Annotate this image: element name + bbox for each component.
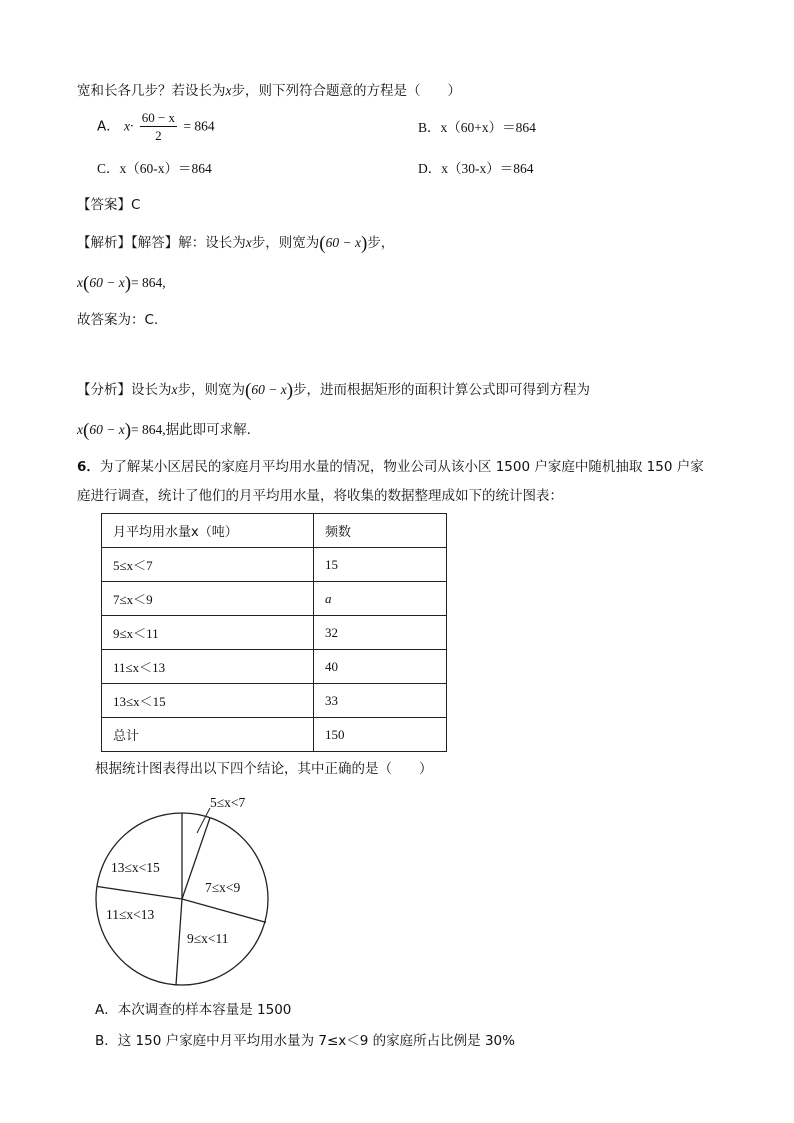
pie-divider [97,886,183,899]
q5-stem [77,84,461,99]
q6-prompt: 根据统计图表得出以下四个结论，其中正确的是（ ） [95,761,433,777]
q5-option-b-label: B． [418,120,441,135]
table-cell: 11≤x＜13 [102,650,314,684]
table-cell: 9≤x＜11 [102,616,314,650]
q5-analysis: 【解析】【解答】解：设长为x步，则宽为(60 − x)步， [77,233,395,254]
pie-divider [182,899,266,922]
table-cell: 40 [314,650,447,684]
table-cell: 15 [314,548,447,582]
q5-option-a-fraction [140,111,177,142]
pie-label: 7≤x<9 [205,880,241,895]
q6-line2: 庭进行调查，统计了他们的月平均用水量，将收集的数据整理成如下的统计图表： [77,488,563,504]
table-header-cell: 月平均用水量x（吨） [102,514,314,548]
analysis-tag: 【解析】【解答】 [77,235,179,251]
q5-option-c-text: x（60-x）＝864 [119,161,212,176]
table-cell: 33 [314,684,447,718]
pie-chart [90,795,290,995]
q5-answer [77,199,140,213]
q5-option-c [97,162,212,176]
pie-label: 9≤x<11 [187,931,229,946]
analysis-expr: 60 − x [325,235,361,250]
q5-stem-text: 宽和长各几步？若设长为 [77,83,226,99]
fenxi-eq-end: 据此即可求解. [165,422,251,438]
fenxi-tag: 【分析】 [77,382,131,398]
fenxi-mid: 步，则宽为 [177,382,245,398]
table-cell: a [314,582,447,616]
table-row [102,548,447,582]
analysis-end: 步， [367,235,395,251]
table-cell: 总计 [102,718,314,752]
pie-divider [176,899,182,985]
q5-option-d-label: D． [418,161,442,176]
table-header-row [102,514,447,548]
q5-option-b-text: x（60+x）＝864 [440,120,536,135]
q5-option-a-label: A． [97,118,120,135]
table-header-cell: 频数 [314,514,447,548]
q5-option-a-pre: x· [124,118,134,134]
pie-label: 5≤x<7 [210,795,246,810]
pie-label: 13≤x<15 [111,860,160,875]
pie-label: 11≤x<13 [106,907,155,922]
pie-leader-line [197,808,210,833]
fenxi-expr: 60 − x [251,382,287,397]
fenxi-var: x [171,382,178,397]
table-cell: 5≤x＜7 [102,548,314,582]
q5-option-d-text: x（30-x）＝864 [441,161,534,176]
q5-conclusion: 故答案为：C. [77,312,159,328]
table-row [102,582,447,616]
q6-option-a: A．本次调查的样本容量是 1500 [95,1002,292,1018]
table-cell: 13≤x＜15 [102,684,314,718]
table-row [102,718,447,752]
q5-option-a-denominator: 2 [155,128,162,143]
answer-tag: 【答案】 [77,197,131,213]
fenxi-eq-expr: 60 − x [89,422,125,437]
table-row [102,650,447,684]
table-cell: 150 [314,718,447,752]
q5-option-b [418,121,536,135]
table-row [102,684,447,718]
q5-option-a-numerator: 60 − x [141,110,176,125]
table-cell: 32 [314,616,447,650]
q6-line1-text: 为了解某小区居民的家庭月平均用水量的情况，物业公司从该小区 1500 户家庭中随机抽取 150 户家 [99,459,704,475]
analysis-mid: 步，则宽为 [251,235,320,251]
q5-fenxi: 【分析】设长为x步，则宽为(60 − x)步，进而根据矩形的面积计算公式即可得到方程为 [77,380,591,401]
table-row [102,616,447,650]
q5-stem-var: x [225,83,232,98]
q6-number: 6． [77,459,100,475]
equation-rhs: = 864, [131,275,166,290]
q5-option-a [97,111,215,142]
q6-line1 [77,461,704,475]
analysis-var: x [245,235,252,250]
q5-stem-tail: 步，则下列符合题意的方程是（ ） [231,83,461,99]
q5-fenxi-equation: x(60 − x)= 864,据此即可求解. [77,420,251,441]
answer-value: C [131,197,141,213]
analysis-text: 解：设长为 [178,235,246,251]
q6-option-b: B．这 150 户家庭中月平均用水量为 7≤x＜9 的家庭所占比例是 30% [95,1033,515,1049]
q5-option-d [418,162,534,176]
q5-option-c-label: C． [97,161,120,176]
fenxi-text: 设长为 [131,382,172,398]
table-cell: 7≤x＜9 [102,582,314,616]
fenxi-end: 步，进而根据矩形的面积计算公式即可得到方程为 [293,382,591,398]
q5-option-a-post: = 864 [183,118,215,134]
equation-expr: 60 − x [89,275,125,290]
frequency-table [101,513,447,752]
fenxi-eq-rhs: = 864, [131,422,166,437]
q5-equation: x(60 − x)= 864, [77,273,166,294]
